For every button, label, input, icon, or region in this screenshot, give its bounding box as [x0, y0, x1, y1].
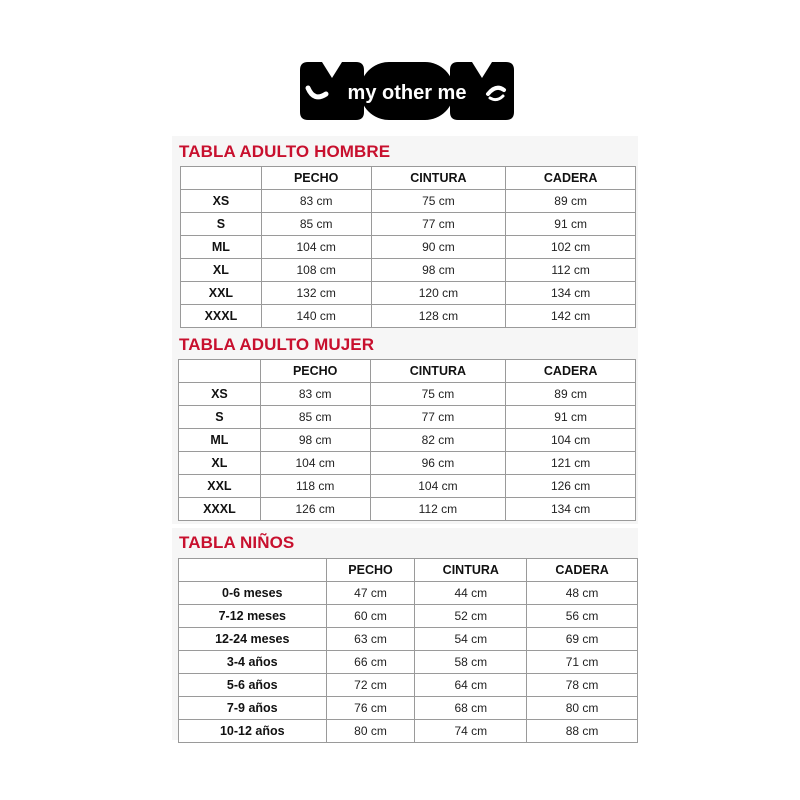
size-label: XXXL — [179, 498, 261, 521]
size-label: XL — [181, 259, 262, 282]
age-label: 7-12 meses — [179, 605, 327, 628]
table-cell: 128 cm — [371, 305, 506, 328]
header-cell-pecho: PECHO — [261, 167, 371, 190]
table-cell: 96 cm — [370, 452, 506, 475]
table-cell: 85 cm — [261, 213, 371, 236]
header-cell-cintura: CINTURA — [371, 167, 506, 190]
table-cell: 104 cm — [370, 475, 506, 498]
table-cell: 112 cm — [370, 498, 506, 521]
header-cell-pecho: PECHO — [326, 559, 415, 582]
size-label: S — [181, 213, 262, 236]
age-label: 0-6 meses — [179, 582, 327, 605]
size-label: XS — [181, 190, 262, 213]
table-cell: 104 cm — [506, 429, 636, 452]
table-row — [181, 305, 636, 328]
age-label: 3-4 años — [179, 651, 327, 674]
table-cell: 58 cm — [415, 651, 527, 674]
table-cell: 89 cm — [506, 383, 636, 406]
table-row — [179, 720, 638, 743]
size-table-women — [178, 359, 636, 521]
age-label: 7-9 años — [179, 697, 327, 720]
table-cell: 66 cm — [326, 651, 415, 674]
age-label: 12-24 meses — [179, 628, 327, 651]
table-cell: 120 cm — [371, 282, 506, 305]
size-label: XXL — [179, 475, 261, 498]
age-label: 10-12 años — [179, 720, 327, 743]
table-cell: 91 cm — [506, 406, 636, 429]
table-cell: 104 cm — [261, 236, 371, 259]
table-row — [181, 259, 636, 282]
table-row — [179, 651, 638, 674]
table-cell: 142 cm — [506, 305, 636, 328]
header-cell-cadera: CADERA — [506, 167, 636, 190]
table-row — [181, 282, 636, 305]
table-row — [179, 674, 638, 697]
table-header-row — [179, 559, 638, 582]
section-title: TABLA ADULTO MUJER — [179, 335, 375, 354]
size-table-men — [180, 166, 636, 328]
section-title: TABLA ADULTO HOMBRE — [179, 142, 391, 161]
table-cell: 140 cm — [261, 305, 371, 328]
table-cell: 60 cm — [326, 605, 415, 628]
table-row — [179, 383, 636, 406]
table-cell: 56 cm — [527, 605, 638, 628]
header-cell-cadera: CADERA — [506, 360, 636, 383]
header-cell — [181, 167, 262, 190]
table-cell: 52 cm — [415, 605, 527, 628]
table-cell: 80 cm — [326, 720, 415, 743]
table-row — [179, 697, 638, 720]
age-label: 5-6 años — [179, 674, 327, 697]
size-label: XXXL — [181, 305, 262, 328]
table-cell: 47 cm — [326, 582, 415, 605]
table-cell: 88 cm — [527, 720, 638, 743]
table-cell: 132 cm — [261, 282, 371, 305]
table-cell: 89 cm — [506, 190, 636, 213]
size-label: XXL — [181, 282, 262, 305]
size-table-kids — [178, 558, 638, 743]
table-row — [179, 628, 638, 651]
header-cell-cadera: CADERA — [527, 559, 638, 582]
section-title: TABLA NIÑOS — [179, 533, 295, 552]
table-row — [179, 429, 636, 452]
header-cell — [179, 360, 261, 383]
table-cell: 76 cm — [326, 697, 415, 720]
table-cell: 126 cm — [260, 498, 370, 521]
size-label: XL — [179, 452, 261, 475]
table-cell: 77 cm — [371, 213, 506, 236]
table-cell: 69 cm — [527, 628, 638, 651]
table-cell: 80 cm — [527, 697, 638, 720]
logo-text: my other me — [347, 82, 467, 104]
table-row — [179, 406, 636, 429]
table-cell: 112 cm — [506, 259, 636, 282]
table-cell: 63 cm — [326, 628, 415, 651]
header-cell — [179, 559, 327, 582]
table-cell: 104 cm — [260, 452, 370, 475]
header-cell-pecho: PECHO — [260, 360, 370, 383]
table-row — [179, 452, 636, 475]
table-cell: 134 cm — [506, 498, 636, 521]
table-header-row — [181, 167, 636, 190]
table-cell: 75 cm — [370, 383, 506, 406]
table-row — [181, 190, 636, 213]
table-cell: 83 cm — [261, 190, 371, 213]
table-cell: 90 cm — [371, 236, 506, 259]
table-cell: 83 cm — [260, 383, 370, 406]
table-cell: 134 cm — [506, 282, 636, 305]
mom-logo-icon — [296, 58, 518, 124]
table-cell: 75 cm — [371, 190, 506, 213]
size-label: ML — [179, 429, 261, 452]
size-label: ML — [181, 236, 262, 259]
table-header-row — [179, 360, 636, 383]
table-cell: 78 cm — [527, 674, 638, 697]
brand-logo — [296, 58, 518, 124]
table-cell: 71 cm — [527, 651, 638, 674]
size-label: S — [179, 406, 261, 429]
table-row — [181, 236, 636, 259]
table-cell: 77 cm — [370, 406, 506, 429]
table-cell: 48 cm — [527, 582, 638, 605]
table-cell: 108 cm — [261, 259, 371, 282]
table-cell: 64 cm — [415, 674, 527, 697]
header-cell-cintura: CINTURA — [415, 559, 527, 582]
table-cell: 82 cm — [370, 429, 506, 452]
table-cell: 121 cm — [506, 452, 636, 475]
table-cell: 126 cm — [506, 475, 636, 498]
table-cell: 98 cm — [371, 259, 506, 282]
table-cell: 68 cm — [415, 697, 527, 720]
table-cell: 91 cm — [506, 213, 636, 236]
table-row — [179, 498, 636, 521]
table-row — [181, 213, 636, 236]
table-cell: 74 cm — [415, 720, 527, 743]
table-cell: 102 cm — [506, 236, 636, 259]
table-row — [179, 605, 638, 628]
table-cell: 118 cm — [260, 475, 370, 498]
table-row — [179, 475, 636, 498]
header-cell-cintura: CINTURA — [370, 360, 506, 383]
table-cell: 72 cm — [326, 674, 415, 697]
size-label: XS — [179, 383, 261, 406]
table-cell: 85 cm — [260, 406, 370, 429]
table-cell: 98 cm — [260, 429, 370, 452]
table-cell: 54 cm — [415, 628, 527, 651]
table-row — [179, 582, 638, 605]
table-cell: 44 cm — [415, 582, 527, 605]
